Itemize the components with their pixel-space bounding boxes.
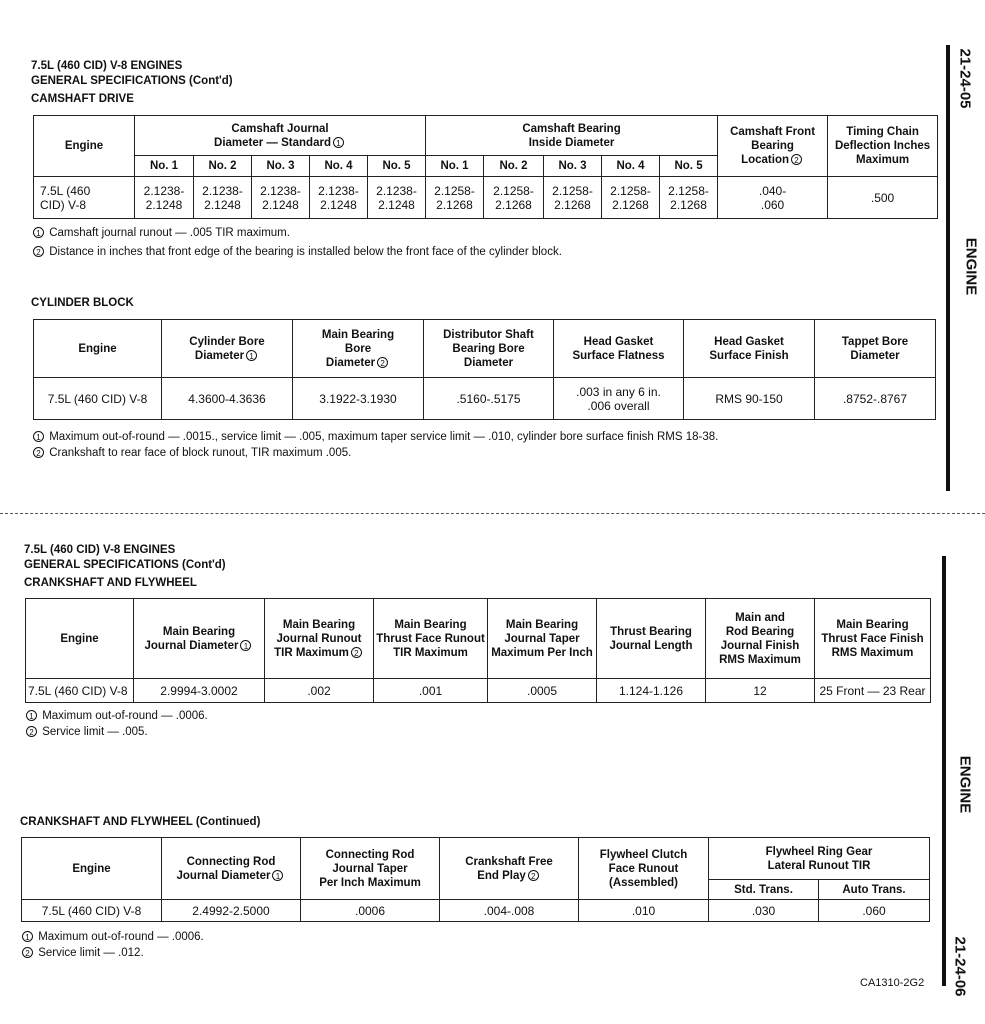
cell-bearing-1: 2.1258- 2.1268 xyxy=(426,177,484,219)
cell-cylinder-bore: 4.3600-4.3636 xyxy=(162,378,293,420)
camshaft-drive-table xyxy=(33,115,938,219)
cell-journal-5: 2.1238- 2.1248 xyxy=(368,177,426,219)
cell-engine: 7.5L (460 CID) V-8 xyxy=(22,900,162,922)
footnote-crankshaft-1: 1 Maximum out-of-round — .0006. xyxy=(24,708,208,724)
cell-engine: 7.5L (460 CID) V-8 xyxy=(34,177,135,219)
footnote-marker-2: 2 xyxy=(791,154,802,165)
footnote-crankshaft-continued-2: 2 Service limit — .012. xyxy=(20,945,144,961)
header-journal-no2: No. 2 xyxy=(194,156,252,177)
section-heading-camshaft: CAMSHAFT DRIVE xyxy=(31,93,134,105)
footnote-cylinder-1: 1 Maximum out-of-round — .0015., service limit — .005, maximum taper service limit — .010, cylinder bore surface finish RMS 18-38. xyxy=(31,429,718,445)
footnote-camshaft-2: 2 Distance in inches that front edge of the bearing is installed below the front face of the cylinder block. xyxy=(31,244,562,260)
cell-bearing-3: 2.1258- 2.1268 xyxy=(544,177,602,219)
section-label-top: ENGINE xyxy=(962,237,980,296)
section-heading-crankshaft-continued: CRANKSHAFT AND FLYWHEEL (Continued) xyxy=(20,816,261,828)
cylinder-block-table xyxy=(33,319,936,420)
footnote-marker-2: 2 xyxy=(351,647,362,658)
document-code: CA1310-2G2 xyxy=(860,977,925,989)
header-gasket-finish: Head Gasket Surface Finish xyxy=(684,320,815,378)
header-engine: Engine xyxy=(34,320,162,378)
header-rod-journal-taper: Connecting Rod Journal Taper Per Inch Maximum xyxy=(301,838,440,900)
header-front-bearing: Camshaft Front Bearing Location 2 xyxy=(718,116,828,177)
side-bar-bottom xyxy=(942,556,946,986)
header-journal-runout: Main Bearing Journal Runout TIR Maximum 2 xyxy=(265,599,374,679)
cell-thrust-journal-length: 1.124-1.126 xyxy=(597,679,706,703)
cell-journal-runout: .002 xyxy=(265,679,374,703)
footnote-marker-1: 1 xyxy=(246,350,257,361)
header-camshaft-journal: Camshaft Journal Diameter — Standard 1 xyxy=(135,116,426,156)
header-bearing-no2: No. 2 xyxy=(484,156,544,177)
header-thrust-face-finish: Main Bearing Thrust Face Finish RMS Maximum xyxy=(815,599,931,679)
cell-journal-4: 2.1238- 2.1248 xyxy=(310,177,368,219)
cell-thrust-face-finish: 25 Front — 23 Rear xyxy=(815,679,931,703)
cell-bearing-2: 2.1258- 2.1268 xyxy=(484,177,544,219)
header-bearing-no5: No. 5 xyxy=(660,156,718,177)
header-distributor-shaft: Distributor Shaft Bearing Bore Diameter xyxy=(424,320,554,378)
header-clutch-face-runout: Flywheel Clutch Face Runout (Assembled) xyxy=(579,838,709,900)
header-ring-gear-runout: Flywheel Ring Gear Lateral Runout TIR xyxy=(709,838,930,880)
page-subtitle-bottom: GENERAL SPECIFICATIONS (Cont'd) xyxy=(24,559,226,571)
cell-timing-chain: .500 xyxy=(828,177,938,219)
footnote-camshaft-1: 1 Camshaft journal runout — .005 TIR maximum. xyxy=(31,225,290,241)
footnote-crankshaft-continued-1: 1 Maximum out-of-round — .0006. xyxy=(20,929,204,945)
cell-engine: 7.5L (460 CID) V-8 xyxy=(26,679,134,703)
header-journal-no5: No. 5 xyxy=(368,156,426,177)
table-row xyxy=(22,900,930,922)
header-cylinder-bore: Cylinder Bore Diameter 1 xyxy=(162,320,293,378)
footnote-marker-2: 2 xyxy=(33,447,44,458)
cell-journal-2: 2.1238- 2.1248 xyxy=(194,177,252,219)
crankshaft-flywheel-continued-table xyxy=(21,837,930,922)
footnote-marker-2: 2 xyxy=(33,246,44,257)
table-row xyxy=(34,177,938,219)
section-label-bottom: ENGINE xyxy=(956,755,974,814)
header-auto-trans: Auto Trans. xyxy=(819,880,930,900)
header-engine: Engine xyxy=(22,838,162,900)
header-timing-chain: Timing Chain Deflection Inches Maximum xyxy=(828,116,938,177)
header-main-bearing-bore: Main Bearing Bore Diameter 2 xyxy=(293,320,424,378)
cell-main-journal-diameter: 2.9994-3.0002 xyxy=(134,679,265,703)
page-title-bottom: 7.5L (460 CID) V-8 ENGINES xyxy=(24,544,176,556)
page-divider xyxy=(0,513,985,514)
header-camshaft-bearing: Camshaft Bearing Inside Diameter xyxy=(426,116,718,156)
footnote-marker-2: 2 xyxy=(377,357,388,368)
cell-rod-journal-taper: .0006 xyxy=(301,900,440,922)
cell-clutch-face-runout: .010 xyxy=(579,900,709,922)
cell-journal-3: 2.1238- 2.1248 xyxy=(252,177,310,219)
cell-auto-trans: .060 xyxy=(819,900,930,922)
cell-engine: 7.5L (460 CID) V-8 xyxy=(34,378,162,420)
cell-journal-taper: .0005 xyxy=(488,679,597,703)
header-journal-no4: No. 4 xyxy=(310,156,368,177)
page-title: 7.5L (460 CID) V-8 ENGINES xyxy=(31,60,183,72)
header-thrust-face-runout: Main Bearing Thrust Face Runout TIR Maximum xyxy=(374,599,488,679)
cell-thrust-face-runout: .001 xyxy=(374,679,488,703)
footnote-marker-2: 2 xyxy=(22,947,33,958)
header-journal-taper: Main Bearing Journal Taper Maximum Per Inch xyxy=(488,599,597,679)
side-bar-top xyxy=(946,45,950,491)
section-heading-cylinder: CYLINDER BLOCK xyxy=(31,297,134,309)
header-gasket-flatness: Head Gasket Surface Flatness xyxy=(554,320,684,378)
footnote-marker-1: 1 xyxy=(22,931,33,942)
cell-journal-finish: 12 xyxy=(706,679,815,703)
header-rod-journal-diameter: Connecting Rod Journal Diameter 1 xyxy=(162,838,301,900)
crankshaft-flywheel-table xyxy=(25,598,931,703)
footnote-marker-1: 1 xyxy=(272,870,283,881)
footnote-marker-1: 1 xyxy=(240,640,251,651)
table-row xyxy=(26,679,931,703)
cell-journal-1: 2.1238- 2.1248 xyxy=(135,177,194,219)
footnote-cylinder-2: 2 Crankshaft to rear face of block runout, TIR maximum .005. xyxy=(31,445,351,461)
cell-gasket-flatness: .003 in any 6 in. .006 overall xyxy=(554,378,684,420)
cell-free-end-play: .004-.008 xyxy=(440,900,579,922)
header-engine: Engine xyxy=(34,116,135,177)
cell-rod-journal-diameter: 2.4992-2.5000 xyxy=(162,900,301,922)
cell-bearing-4: 2.1258- 2.1268 xyxy=(602,177,660,219)
header-bearing-no4: No. 4 xyxy=(602,156,660,177)
header-journal-finish: Main and Rod Bearing Journal Finish RMS Maximum xyxy=(706,599,815,679)
page-number-bottom: 21-24-06 xyxy=(951,936,969,997)
footnote-marker-1: 1 xyxy=(26,710,37,721)
page-number-top: 21-24-05 xyxy=(956,48,974,109)
cell-gasket-finish: RMS 90-150 xyxy=(684,378,815,420)
footnote-marker-1: 1 xyxy=(33,227,44,238)
header-thrust-journal-length: Thrust Bearing Journal Length xyxy=(597,599,706,679)
header-tappet-bore: Tappet Bore Diameter xyxy=(815,320,936,378)
header-free-end-play: Crankshaft Free End Play 2 xyxy=(440,838,579,900)
cell-main-bearing-bore: 3.1922-3.1930 xyxy=(293,378,424,420)
header-journal-no1: No. 1 xyxy=(135,156,194,177)
cell-std-trans: .030 xyxy=(709,900,819,922)
cell-front-bearing: .040- .060 xyxy=(718,177,828,219)
header-std-trans: Std. Trans. xyxy=(709,880,819,900)
footnote-marker-1: 1 xyxy=(33,431,44,442)
header-bearing-no3: No. 3 xyxy=(544,156,602,177)
cell-bearing-5: 2.1258- 2.1268 xyxy=(660,177,718,219)
section-heading-crankshaft: CRANKSHAFT AND FLYWHEEL xyxy=(24,577,197,589)
header-bearing-no1: No. 1 xyxy=(426,156,484,177)
header-journal-no3: No. 3 xyxy=(252,156,310,177)
footnote-marker-2: 2 xyxy=(26,726,37,737)
cell-distributor-shaft: .5160-.5175 xyxy=(424,378,554,420)
footnote-marker-2: 2 xyxy=(528,870,539,881)
footnote-crankshaft-2: 2 Service limit — .005. xyxy=(24,724,148,740)
header-engine: Engine xyxy=(26,599,134,679)
footnote-marker-1: 1 xyxy=(333,137,344,148)
header-main-journal-diameter: Main Bearing Journal Diameter 1 xyxy=(134,599,265,679)
table-row xyxy=(34,378,936,420)
page-subtitle: GENERAL SPECIFICATIONS (Cont'd) xyxy=(31,75,233,87)
cell-tappet-bore: .8752-.8767 xyxy=(815,378,936,420)
